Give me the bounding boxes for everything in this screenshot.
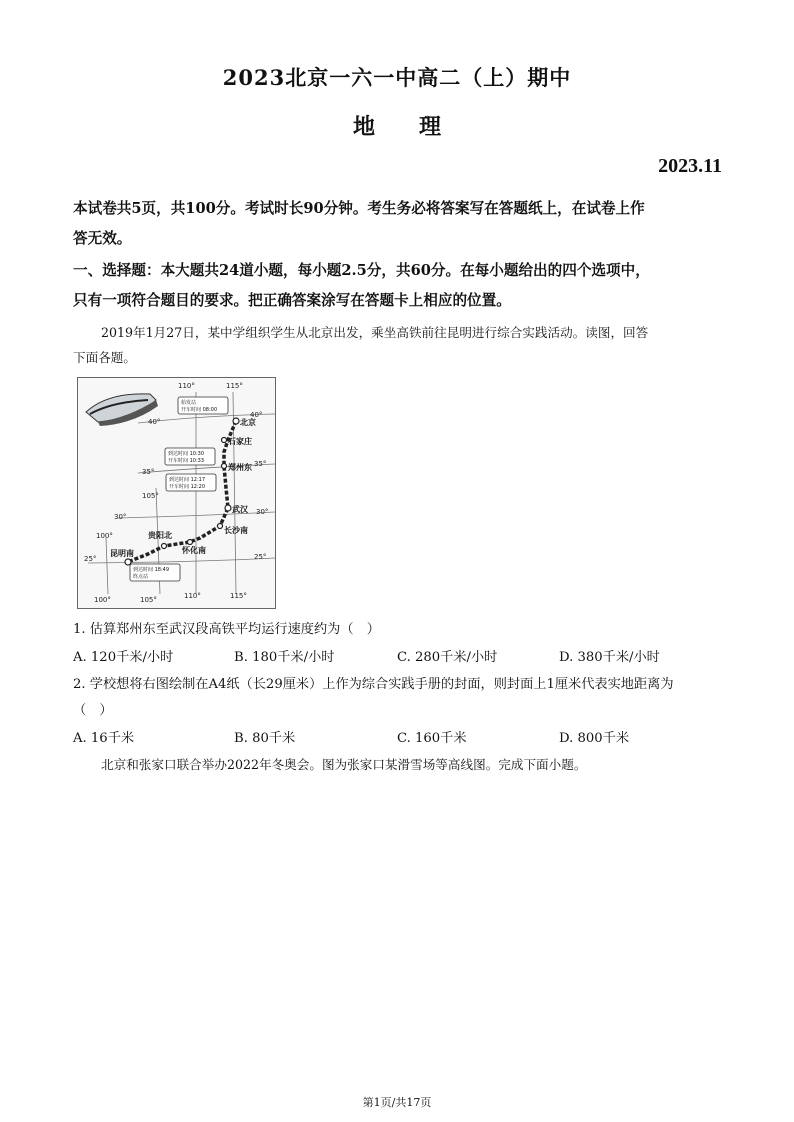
box4-line1: 到达时间 18:49	[133, 567, 169, 573]
question-1-option-b: B. 180千米/小时	[234, 650, 335, 665]
section-heading-line-2: 只有一项符合题目的要求。把正确答案涂写在答题卡上相应的位置。	[73, 292, 511, 309]
subject-title: 地 理	[352, 114, 441, 140]
city-beijing: 北京	[240, 418, 256, 427]
exam-date: 2023.11	[658, 155, 722, 177]
page-footer: 第1页/共17页	[362, 1096, 432, 1109]
question-1-option-d: D. 380千米/小时	[559, 650, 660, 665]
lon-label-100-mid: 100°	[96, 532, 113, 540]
lat-label-40-right: 40°	[250, 411, 263, 419]
box3-line1: 到达时间 12:17	[169, 477, 205, 483]
box1-line2: 开车时间 08:00	[181, 407, 217, 413]
station-kunming-marker	[125, 559, 131, 565]
lon-label-110-bottom: 110°	[184, 592, 201, 600]
city-shijiazhuang: 石家庄	[228, 437, 252, 446]
city-kunming: 昆明南	[110, 549, 134, 558]
question-2-option-c: C. 160千米	[397, 731, 467, 746]
box3-line2: 开车时间 12:20	[169, 484, 205, 490]
page-title: 2023北京一六一中高二（上）期中	[222, 65, 572, 90]
section-heading-line-1: 一、选择题：本大题共24道小题，每小题2.5分，共60分。在每小题给出的四个选项中，	[73, 262, 650, 279]
lat-label-30-left: 30°	[114, 513, 127, 521]
lon-label-105-mid: 105°	[142, 492, 159, 500]
lat-label-25-right: 25°	[254, 553, 267, 561]
intro2-paragraph: 北京和张家口联合举办2022年冬奥会。图为张家口某滑雪场等高线图。完成下面小题。	[101, 757, 587, 772]
lat-label-35-right: 35°	[254, 460, 267, 468]
station-shijiazhuang-marker	[222, 438, 227, 443]
railway-map-figure	[77, 377, 276, 609]
question-1-option-a: A. 120千米/小时	[73, 650, 174, 665]
lon-label-100-bottom: 100°	[94, 596, 111, 604]
instructions-line-2: 答无效。	[73, 230, 132, 247]
question-2-stem: 2. 学校想将右图绘制在A4纸（长29厘米）上作为综合实践手册的封面，则封面上1厘米代表实地距离为	[73, 677, 674, 692]
city-zhengzhou: 郑州东	[228, 463, 252, 472]
lat-label-40-left: 40°	[148, 418, 161, 426]
lon-label-115-top: 115°	[226, 382, 243, 390]
lat-label-30-right: 30°	[256, 508, 269, 516]
station-wuhan-marker	[225, 505, 231, 511]
question-2-option-d: D. 800千米	[559, 731, 630, 746]
lat-label-25-left: 25°	[84, 555, 97, 563]
city-changsha: 长沙南	[224, 526, 248, 535]
lon-label-115-bottom: 115°	[230, 592, 247, 600]
station-guiyang-marker	[162, 544, 167, 549]
question-2-stem-blank: （ ）	[73, 703, 113, 718]
box4-line2: 终点站	[133, 574, 149, 580]
intro1-line-1: 2019年1月27日，某中学组织学生从北京出发，乘坐高铁前往昆明进行综合实践活动。读图，回答	[101, 325, 649, 340]
lat-label-35-left: 35°	[142, 468, 155, 476]
lon-label-105-bottom: 105°	[140, 596, 157, 604]
question-2-option-a: A. 16千米	[73, 731, 135, 746]
city-wuhan: 武汉	[232, 505, 248, 514]
city-huaihua: 怀化南	[182, 546, 206, 555]
station-zhengzhou-marker	[222, 464, 227, 469]
box1-line1: 始发站	[181, 400, 197, 406]
box2-line1: 到达时间 10:30	[168, 451, 204, 457]
intro1-line-2: 下面各题。	[73, 350, 136, 365]
question-1-stem: 1. 估算郑州东至武汉段高铁平均运行速度约为（ ）	[73, 622, 380, 637]
station-changsha-marker	[218, 524, 223, 529]
question-2-option-b: B. 80千米	[234, 731, 296, 746]
city-guiyang: 贵阳北	[148, 531, 172, 540]
question-1-option-c: C. 280千米/小时	[397, 650, 498, 665]
station-huaihua-marker	[188, 540, 193, 545]
lon-label-110-top: 110°	[178, 382, 195, 390]
instructions-line-1: 本试卷共5页，共100分。考试时长90分钟。考生务必将答案写在答题纸上，在试卷上作	[73, 200, 645, 217]
railway-map-svg	[78, 378, 275, 608]
station-beijing-marker	[233, 418, 239, 424]
box2-line2: 开车时间 10:33	[168, 458, 204, 464]
